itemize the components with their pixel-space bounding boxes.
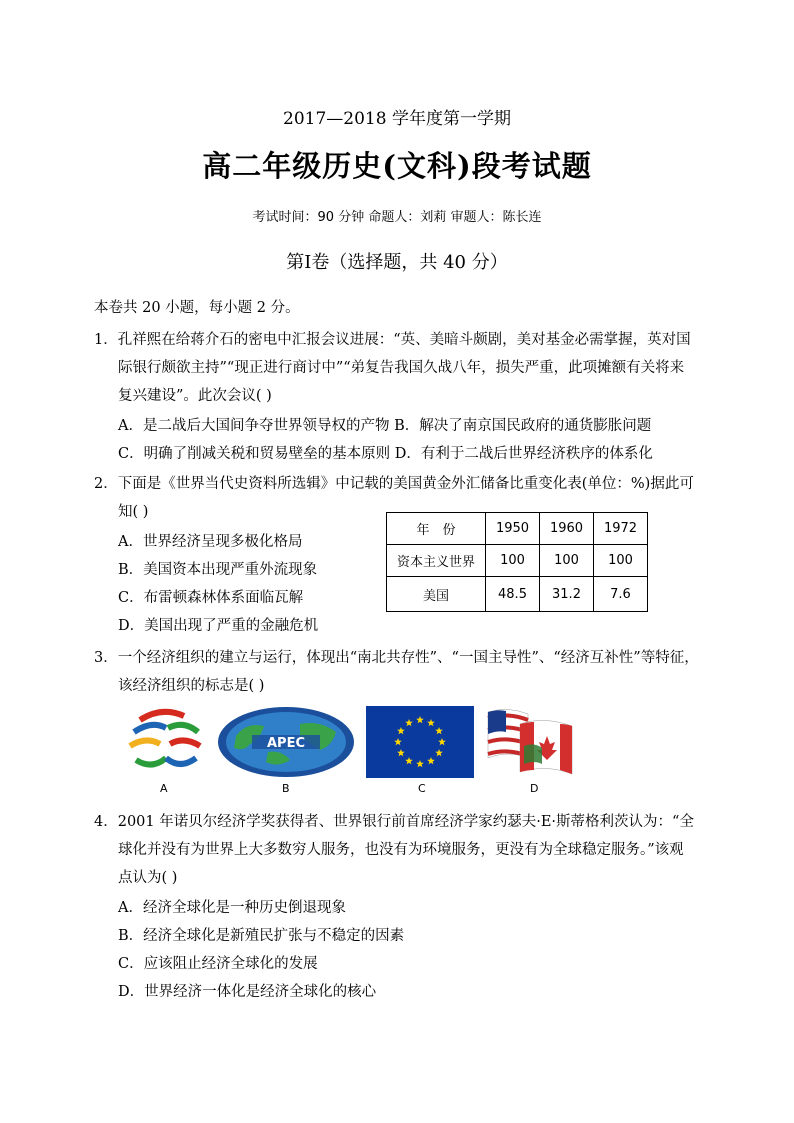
q2-stem-line: 2．下面是《世界当代史资料所选辑》中记载的美国黄金外汇储备比重变化表(单位：%)据此可 <box>94 476 694 492</box>
q3-stem-line: 3．一个经济组织的建立与运行，体现出“南北共存性”、“一国主导性”、“经济互补性”等特征， <box>94 650 699 666</box>
q4-stem-line: 点认为( ) <box>118 870 178 886</box>
apec-logo-text: APEC <box>266 736 306 751</box>
logo-caption: A <box>160 782 168 795</box>
table-header-cell: 1950 <box>486 513 540 545</box>
section-title: 第Ⅰ卷（选择题，共 40 分） <box>286 252 508 273</box>
table-header-cell: 1972 <box>594 513 648 545</box>
apec-logo-icon <box>216 706 356 778</box>
exam-title: 高二年级历史(文科)段考试题 <box>202 149 592 183</box>
table-cell: 美国 <box>387 577 486 612</box>
q1-stem-line: 际银行颇欲主持”“现正进行商讨中”“弟复告我国久战八年，损失严重，此项摊额有关将来 <box>118 360 685 376</box>
q1-stem-line: 复兴建设”。此次会议( ) <box>118 388 272 404</box>
q2-stem-line: 知( ) <box>118 504 149 520</box>
q3-stem-line: 该经济组织的标志是( ) <box>118 678 265 694</box>
table-cell: 7.6 <box>594 577 648 612</box>
table-cell: 100 <box>486 545 540 577</box>
q4-option: C．应该阻止经济全球化的发展 <box>118 956 318 972</box>
q4-option: B．经济全球化是新殖民扩张与不稳定的因素 <box>118 928 405 944</box>
exam-meta: 考试时间：90 分钟 命题人：刘莉 审题人：陈长连 <box>252 210 542 225</box>
table-cell: 100 <box>540 545 594 577</box>
table-row <box>387 545 648 577</box>
q4-stem-line: 球化并没有为世界上大多数穷人服务，也没有为环境服务，更没有为全球稳定服务。”该观 <box>118 842 684 858</box>
q2-option: B．美国资本出现严重外流现象 <box>118 562 318 578</box>
table-row <box>387 577 648 612</box>
logo-caption: B <box>282 782 290 795</box>
q4-stem-line: 4．2001 年诺贝尔经济学奖获得者、世界银行前首席经济学家约瑟夫·E·斯蒂格利茨认为：“全 <box>94 814 694 830</box>
logo-caption: C <box>418 782 426 795</box>
q4-option: D．世界经济一体化是经济全球化的核心 <box>118 984 377 1000</box>
q1-stem-line: 1．孔祥熙在给蒋介石的密电中汇报会议进展：“英、美暗斗颇剧，美对基金必需掌握，英对国 <box>94 332 691 348</box>
q2-option: C．布雷顿森林体系面临瓦解 <box>118 590 304 606</box>
nafta-flags-icon <box>484 706 576 778</box>
table-cell: 100 <box>594 545 648 577</box>
eu-flag-icon <box>366 706 474 778</box>
table-cell: 31.2 <box>540 577 594 612</box>
exam-term: 2017—2018 学年度第一学期 <box>283 109 511 129</box>
table-header-row <box>387 513 648 545</box>
q1-option: C．明确了削减关税和贸易壁垒的基本原则 D．有利于二战后世界经济秩序的体系化 <box>118 446 653 462</box>
wto-logo-icon <box>122 706 208 778</box>
gold-reserve-table <box>386 512 648 612</box>
table-cell: 48.5 <box>486 577 540 612</box>
q4-option: A．经济全球化是一种历史倒退现象 <box>118 900 346 916</box>
table-header-cell: 年 份 <box>387 513 486 545</box>
table-header-cell: 1960 <box>540 513 594 545</box>
table-cell: 资本主义世界 <box>387 545 486 577</box>
q1-option: A．是二战后大国间争夺世界领导权的产物 B．解决了南京国民政府的通货膨胀问题 <box>118 418 652 434</box>
q2-option: A．世界经济呈现多极化格局 <box>118 534 303 550</box>
q2-option: D．美国出现了严重的金融危机 <box>118 618 319 634</box>
logo-caption: D <box>530 782 539 795</box>
instructions: 本卷共 20 小题，每小题 2 分。 <box>94 300 300 316</box>
